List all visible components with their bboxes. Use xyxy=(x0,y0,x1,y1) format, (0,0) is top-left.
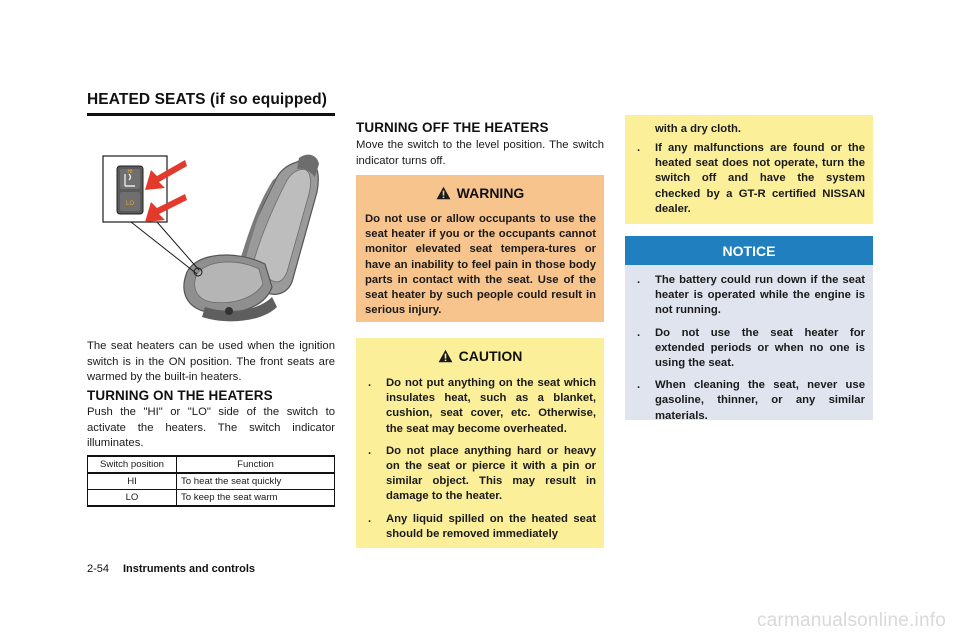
list-item xyxy=(360,376,596,437)
caution-box-continued xyxy=(625,115,873,224)
warning-title: WARNING xyxy=(456,185,525,201)
watermark-text: carmanualsonline.info xyxy=(756,610,946,631)
notice-list xyxy=(629,273,865,431)
seat-heater-figure xyxy=(87,122,335,327)
bullet-dot: . xyxy=(637,274,641,286)
warning-title-row xyxy=(356,185,604,201)
warning-triangle-icon xyxy=(436,186,451,200)
list-item xyxy=(629,273,865,319)
caution-box xyxy=(356,338,604,548)
section-rule xyxy=(87,113,335,116)
caution-list xyxy=(360,376,596,542)
bullet-dot: . xyxy=(637,379,641,392)
notice-item-2: Do not use the seat heater for extended periods or when no one is using the seat. xyxy=(655,326,865,370)
table-cell-function: To keep the seat warm xyxy=(177,490,335,507)
table-row xyxy=(88,490,335,507)
turning-off-paragraph: Move the switch to the level position. The switch indicator turns off. xyxy=(356,139,604,167)
notice-box xyxy=(625,236,873,420)
section-title: HEATED SEATS (if so equipped) xyxy=(87,91,327,108)
page-section-name: Instruments and controls xyxy=(123,563,256,575)
bullet-dot: . xyxy=(637,142,641,154)
caution-title: CAUTION xyxy=(458,348,523,364)
page-number: 2-54 xyxy=(87,563,110,575)
turning-on-heading: TURNING ON THE HEATERS xyxy=(87,388,273,403)
bullet-dot: . xyxy=(368,444,372,457)
list-item xyxy=(629,378,865,424)
switch-hi-label: HI xyxy=(127,169,133,175)
turning-on-paragraph: Push the "HI" or "LO" side of the switch to activate the heaters. The switch indicator illuminates. xyxy=(87,406,335,449)
caution-item-3: Any liquid spilled on the heated seat should be removed immediately xyxy=(386,512,596,540)
intro-paragraph: The seat heaters can be used when the ignition switch is in the ON position. The front seats are warmed by the built-in heaters. xyxy=(87,340,335,383)
caution-item-1: Do not put anything on the seat which insulates heat, such as a blanket, cushion, seat cover, etc. Otherwise, the seat may become overheated. xyxy=(386,377,596,435)
seat-illustration xyxy=(87,122,335,327)
list-item xyxy=(629,141,865,217)
bullet-dot: . xyxy=(368,512,372,525)
table-header-function: Function xyxy=(177,456,335,473)
table-cell-position: HI xyxy=(88,473,177,490)
caution-continued-text: with a dry cloth. xyxy=(655,123,741,135)
list-item xyxy=(360,512,596,542)
caution-triangle-icon xyxy=(438,349,453,363)
bullet-dot: . xyxy=(637,326,641,339)
list-item xyxy=(360,444,596,505)
notice-item-3: When cleaning the seat, never use gasoline, thinner, or any similar materials. xyxy=(655,379,865,422)
list-item xyxy=(629,326,865,372)
table-header-position: Switch position xyxy=(88,456,177,473)
notice-header: NOTICE xyxy=(625,236,873,265)
caution-title-row xyxy=(356,348,604,364)
caution-item-2: Do not place anything hard or heavy on the seat or pierce it with a pin or similar object. This may result in damage to the heater. xyxy=(386,444,596,503)
table-cell-position: LO xyxy=(88,490,177,507)
turning-off-heading: TURNING OFF THE HEATERS xyxy=(356,120,549,135)
caution-item-4: If any malfunctions are found or the heated seat does not operate, turn the switch off and have the system checked by a GT-R certified NISSAN dealer. xyxy=(655,142,865,215)
switch-lo-label: LO xyxy=(125,201,135,207)
warning-box xyxy=(356,175,604,322)
notice-item-1: The battery could run down if the seat heater is operated while the engine is not running. xyxy=(655,274,865,317)
switch-function-table xyxy=(87,455,335,507)
table-header-row xyxy=(88,456,335,473)
bullet-dot: . xyxy=(368,377,372,389)
table-cell-function: To heat the seat quickly xyxy=(177,473,335,490)
table-row xyxy=(88,473,335,490)
warning-text: Do not use or allow occupants to use the seat heater if you or the occupants cannot monitor elevated seat tempera-tures or have an inability to feel pain in those body parts in contact with the seat. Use of the seat heater by such people could result in serious injury. xyxy=(365,213,596,317)
